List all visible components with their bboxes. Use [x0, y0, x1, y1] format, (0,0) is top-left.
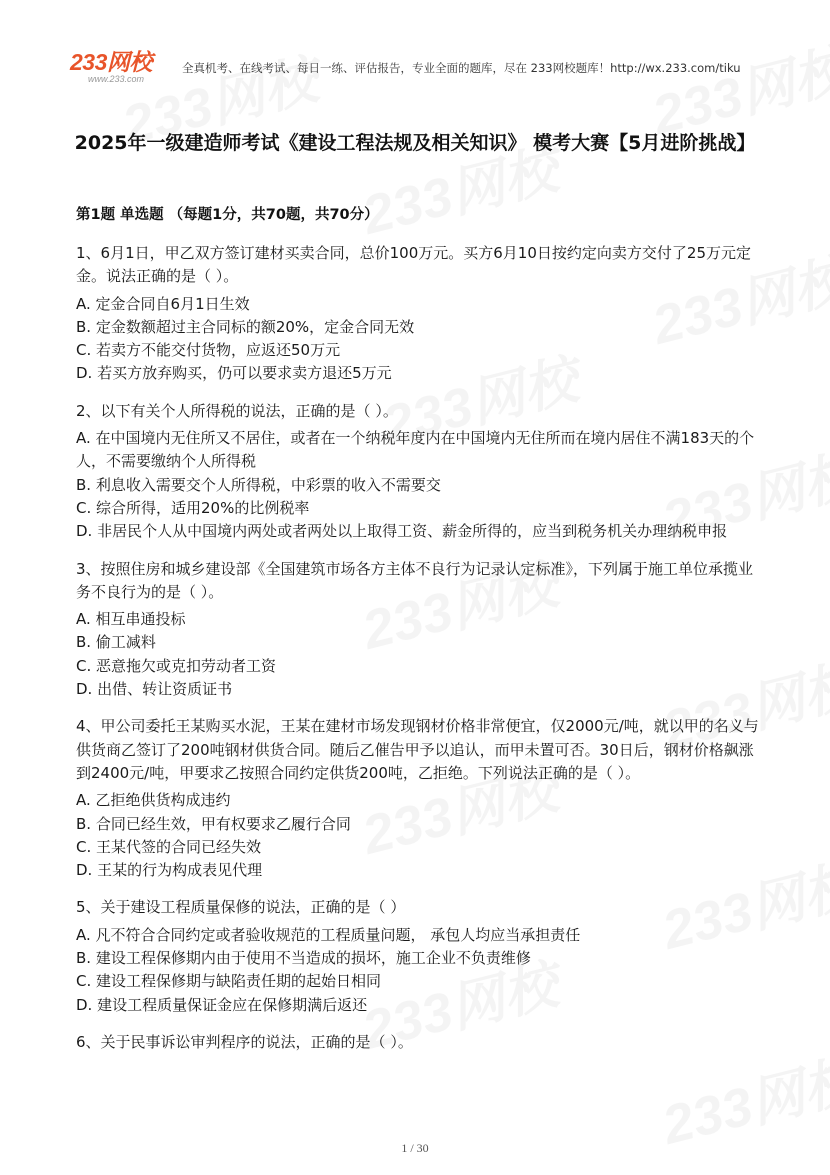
question-stem: 2、以下有关个人所得税的说法，正确的是（ ）。	[76, 401, 398, 420]
option-c: C. 恶意拖欠或克扣劳动者工资	[76, 656, 277, 675]
logo-subtext: www.233.com	[88, 74, 145, 84]
option-d: D. 王某的行为构成表见代理	[76, 861, 263, 880]
option-c: C. 综合所得，适用20%的比例税率	[76, 498, 310, 517]
question-stem: 4、甲公司委托王某购买水泥，王某在建材市场发现钢材价格非常便宜，仅2000元/吨，就以甲的名义与供货商乙签订了200吨钢材供货合同。随后乙催告甲予以追认，而甲未置可否。30日后，钢材价格飙涨到2400元/吨，甲要求乙按照合同约定供货200吨，乙拒绝。下列说法正确的是（ ）。	[76, 717, 759, 782]
question-stem: 3、按照住房和城乡建设部《全国建筑市场各方主体不良行为记录认定标准》，下列属于施工单位承揽业务不良行为的是（ ）。	[76, 559, 754, 601]
question-item	[76, 400, 766, 544]
option-b: B. 利息收入需要交个人所得税，中彩票的收入不需要交	[76, 475, 441, 494]
logo-text: 233网校	[70, 49, 152, 75]
option-a: A. 在中国境内无住所又不居住，或者在一个纳税年度内在中国境内无住所而在境内居住不满183天的个人，不需要缴纳个人所得税	[76, 429, 755, 471]
option-c: C. 王某代签的合同已经失效	[76, 837, 262, 856]
question-stem: 1、6月1日，甲乙双方签订建材买卖合同，总价100万元。买方6月10日按约定向卖方交付了25万元定金。说法正确的是（ ）。	[76, 244, 751, 286]
logo	[70, 50, 170, 84]
option-b: B. 定金数额超过主合同标的额20%，定金合同无效	[76, 317, 415, 336]
option-a: A. 乙拒绝供货构成违约	[76, 791, 231, 810]
option-d: D. 非居民个人从中国境内两处或者两处以上取得工资、薪金所得的，应当到税务机关办理纳税申报	[76, 522, 728, 541]
option-d: D. 若买方放弃购买，仍可以要求卖方退还5万元	[76, 364, 392, 383]
option-a: A. 凡不符合合同约定或者验收规范的工程质量问题， 承包人均应当承担责任	[76, 925, 581, 944]
header-tagline: 全真机考、在线考试、每日一练、评估报告，专业全面的题库，尽在 233网校题库！http://wx.233.com/tiku	[182, 61, 741, 75]
option-c: C. 建设工程保修期与缺陷责任期的起始日相同	[76, 972, 382, 991]
page-title: 2025年一级建造师考试《建设工程法规及相关知识》 模考大赛【5月进阶挑战】	[74, 132, 756, 154]
question-list	[76, 242, 766, 1068]
option-b: B. 建设工程保修期内由于使用不当造成的损坏，施工企业不负责维修	[76, 949, 531, 968]
option-b: B. 偷工减料	[76, 633, 156, 652]
question-item	[76, 1031, 766, 1054]
question-stem: 6、关于民事诉讼审判程序的说法，正确的是（ ）。	[76, 1032, 413, 1051]
question-item	[76, 558, 766, 702]
section-heading: 第1题 单选题 （每题1分，共70题，共70分）	[76, 207, 379, 223]
option-a: A. 相互串通投标	[76, 610, 186, 629]
question-stem: 5、关于建设工程质量保修的说法，正确的是（ ）	[76, 898, 406, 917]
page-indicator: 1 / 30	[401, 1141, 429, 1155]
option-a: A. 定金合同自6月1日生效	[76, 294, 250, 313]
question-item	[76, 896, 766, 1016]
option-c: C. 若卖方不能交付货物，应返还50万元	[76, 341, 341, 360]
option-d: D. 建设工程质量保证金应在保修期满后返还	[76, 995, 368, 1014]
page-header	[0, 0, 830, 100]
question-item	[76, 715, 766, 882]
option-b: B. 合同已经生效，甲有权要求乙履行合同	[76, 814, 351, 833]
question-item	[76, 242, 766, 386]
option-d: D. 出借、转让资质证书	[76, 680, 233, 699]
